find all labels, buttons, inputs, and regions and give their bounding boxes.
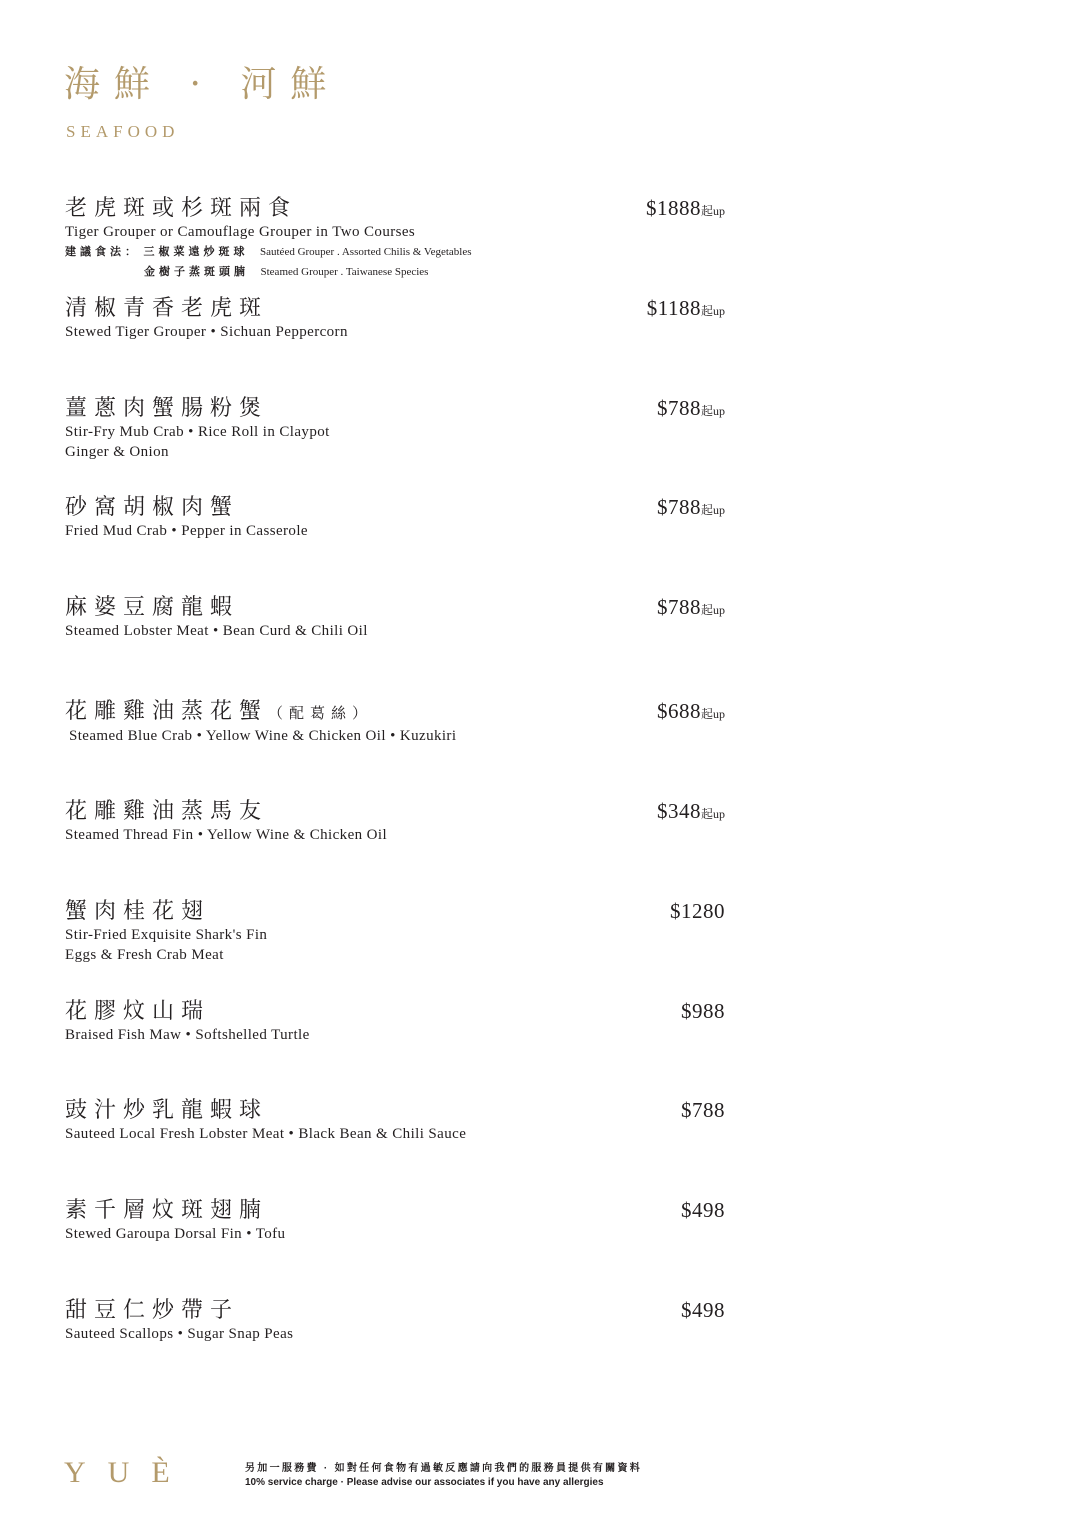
dish-name-en: Stir-Fry Mub Crab • Rice Roll in Claypot: [65, 424, 330, 440]
dish-name-zh: 清椒青香老虎斑: [65, 296, 269, 321]
price: [646, 196, 725, 221]
footer-note-zh: 另加一服務費 · 如對任何食物有過敏反應請向我們的服務員提供有關資料: [245, 1463, 643, 1474]
menu-item: [65, 196, 725, 282]
dish-name-en: Ginger & Onion: [65, 444, 169, 460]
footer-note-en: 10% service charge · Please advise our associates if you have any allergies: [245, 1477, 604, 1488]
price-value: $788: [656, 595, 701, 619]
method-en: Sautéed Grouper . Assorted Chilis & Vegetables: [260, 246, 472, 258]
dish-name-zh: 薑蔥肉蟹腸粉煲: [65, 396, 269, 421]
dish-name-zh: 花膠炆山瑞: [65, 999, 211, 1024]
dish-name-zh: 花雕雞油蒸馬友: [65, 799, 269, 824]
price-value: $1188: [646, 296, 701, 320]
menu-item: [65, 1298, 725, 1344]
dish-name-zh: 花雕雞油蒸花蟹（配葛絲）: [65, 699, 374, 724]
dish-name-zh: 豉汁炒乳龍蝦球: [65, 1098, 269, 1123]
price-suffix-en: up: [713, 603, 725, 617]
price-suffix-zh: 起: [700, 503, 713, 517]
price: [657, 799, 725, 824]
dish-name-en: Tiger Grouper or Camouflage Grouper in Two Courses: [65, 224, 416, 240]
price-value: $1888: [645, 196, 701, 220]
menu-item: [65, 595, 725, 641]
price: [657, 595, 725, 620]
menu-item: [65, 999, 725, 1045]
menu-item: [65, 899, 725, 965]
menu-item: [65, 1098, 725, 1144]
price: [657, 495, 725, 520]
menu-item: [65, 699, 725, 746]
menu-item: [65, 396, 725, 462]
price: [647, 296, 725, 321]
footer-note: [245, 1462, 642, 1490]
price-suffix-zh: 起: [700, 404, 713, 418]
dish-note-zh: （配葛絲）: [268, 704, 374, 722]
price-suffix-zh: 起: [700, 603, 713, 617]
section-title-zh: 海鮮 · 河鮮: [64, 64, 341, 105]
dish-name-en: Stir-Fried Exquisite Shark's Fin: [65, 927, 268, 943]
dish-name-en: Sauteed Local Fresh Lobster Meat • Black Bean & Chili Sauce: [65, 1126, 467, 1142]
dish-name-zh: 素千層炆斑翅腩: [65, 1198, 269, 1223]
menu-item: [65, 1198, 725, 1244]
method-zh: 金樹子蒸斑頭腩: [144, 265, 249, 278]
price-value: $788: [656, 396, 701, 420]
dish-name-en: Stewed Garoupa Dorsal Fin • Tofu: [65, 1226, 286, 1242]
dish-name-zh: 麻婆豆腐龍蝦: [65, 595, 240, 620]
dish-name-en: Steamed Lobster Meat • Bean Curd & Chili Oil: [65, 623, 368, 639]
price-value: $788: [656, 495, 701, 519]
price-suffix-en: up: [713, 204, 725, 218]
suggestion-label: 建議食法：: [65, 245, 140, 258]
suggestion: [65, 242, 725, 282]
dish-name-zh: 蟹肉桂花翅: [65, 899, 211, 924]
price-suffix-en: up: [713, 807, 725, 821]
menu-item: [65, 799, 725, 845]
menu-item: [65, 296, 725, 342]
price: $988: [681, 999, 725, 1023]
price-suffix-zh: 起: [700, 707, 713, 721]
price: $788: [681, 1098, 725, 1122]
price-suffix-en: up: [713, 707, 725, 721]
price-suffix-en: up: [713, 304, 725, 318]
section-title-en: SEAFOOD: [66, 122, 180, 141]
dish-name-en: Braised Fish Maw • Softshelled Turtle: [65, 1027, 310, 1043]
dish-name-en: Steamed Thread Fin • Yellow Wine & Chicken Oil: [65, 827, 388, 843]
price: $1280: [670, 899, 725, 923]
price-value: $348: [656, 799, 701, 823]
price-suffix-en: up: [713, 404, 725, 418]
logo: YUÈ: [64, 1456, 192, 1489]
method-zh: 三椒菜遠炒斑球: [143, 245, 249, 258]
method-en: Steamed Grouper . Taiwanese Species: [260, 266, 429, 278]
dish-name-en: Eggs & Fresh Crab Meat: [65, 947, 224, 963]
price: $498: [681, 1298, 725, 1322]
dish-name-en: Fried Mud Crab • Pepper in Casserole: [65, 523, 308, 539]
price: [657, 396, 725, 421]
price-value: $688: [656, 699, 701, 723]
dish-name-en: Stewed Tiger Grouper • Sichuan Peppercorn: [65, 324, 348, 340]
dish-name-zh: 砂窩胡椒肉蟹: [65, 495, 240, 520]
price-suffix-zh: 起: [700, 304, 713, 318]
dish-name-zh: 甜豆仁炒帶子: [65, 1298, 240, 1323]
price: $498: [681, 1198, 725, 1222]
price-suffix-en: up: [713, 503, 725, 517]
menu-item: [65, 495, 725, 541]
dish-name-en: Sauteed Scallops • Sugar Snap Peas: [65, 1326, 294, 1342]
dish-name-en: Steamed Blue Crab • Yellow Wine & Chicken Oil • Kuzukiri: [69, 728, 457, 744]
price-suffix-zh: 起: [700, 807, 713, 821]
price-suffix-zh: 起: [700, 204, 713, 218]
price: [657, 699, 725, 724]
dish-name-zh: 老虎斑或杉斑兩食: [65, 196, 298, 221]
